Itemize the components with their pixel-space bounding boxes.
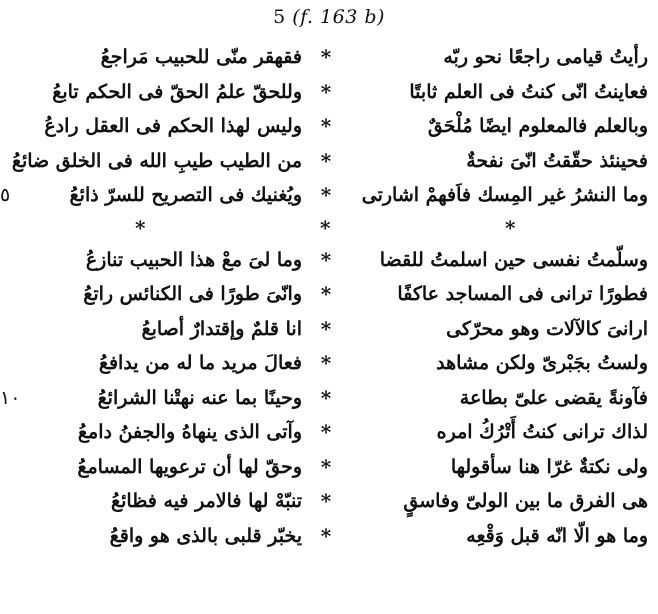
poem-number: 5 — [273, 6, 286, 28]
verse-number: ١٠ — [0, 386, 21, 409]
verse-line — [0, 312, 658, 347]
verse-block-1 — [0, 40, 658, 213]
folio-reference: (f. 163 b) — [292, 6, 385, 28]
first-hemistich: ولستُ بجَبْرىّ ولكن مشاهد — [436, 352, 648, 374]
first-hemistich: فحينئذ حقّقتُ انّىَ نفحةٌ — [466, 149, 648, 172]
first-hemistich: وسلّمتُ نفسى حين اسلمتُ للقضا — [379, 248, 648, 271]
first-hemistich: ولى نكتةٌ غرّا هنا سأقولها — [450, 455, 648, 478]
hemistich-divider-star: * — [320, 489, 332, 513]
section-separator — [0, 213, 658, 243]
hemistich-divider-star: * — [320, 148, 332, 173]
second-hemistich: وما لىَ معْ هذا الحبيب تنازعُ — [85, 248, 302, 271]
verse-line — [0, 243, 658, 278]
first-hemistich: لذاك ترانى كنتُ أَتْرُكُ امره — [436, 421, 648, 443]
separator-star: * — [320, 215, 331, 240]
hemistich-divider-star: * — [320, 282, 332, 306]
separator-star: * — [505, 215, 516, 240]
second-hemistich: فعالَ مريد ما له من يدافعُ — [98, 352, 302, 374]
page-header — [0, 6, 658, 28]
hemistich-divider-star: * — [320, 79, 332, 104]
first-hemistich: وبالعلم فالمعلوم ايضًا مُلْحَقٌ — [427, 115, 648, 137]
first-hemistich: هى الفرق ما بين الولىّ وفاسقٍ — [403, 490, 648, 512]
second-hemistich: انا قلمٌ وإقتدارٌ أصابعُ — [141, 317, 302, 340]
hemistich-divider-star: * — [320, 114, 332, 138]
hemistich-divider-star: * — [320, 420, 332, 444]
first-hemistich: وما هو الّا انّه قبل وَقْعِه — [466, 524, 648, 547]
first-hemistich: ارانىَ كالآلات وهو محرّكى — [446, 317, 648, 340]
second-hemistich: وآتى الذى ينهاهُ والجفنُ دامعُ — [77, 421, 302, 443]
verse-line — [0, 40, 658, 75]
verse-line — [0, 144, 658, 179]
hemistich-divider-star: * — [320, 523, 332, 548]
second-hemistich: وحينًا بما عنه نهتْنا الشرائعُ — [97, 386, 302, 409]
verse-line — [0, 415, 658, 450]
verse-line — [0, 178, 658, 213]
second-hemistich: فقهقر منّى للحبيب مَراجعُ — [100, 46, 302, 68]
verse-line — [0, 277, 658, 312]
hemistich-divider-star: * — [320, 183, 332, 207]
poem-body — [0, 40, 658, 553]
first-hemistich: فعاينتُ انّى كنتُ فى العلم ثابتًا — [409, 80, 648, 103]
verse-number: ٥ — [0, 184, 11, 206]
second-hemistich: وللحقّ علمُ الحقّ فى الحكم تابعُ — [52, 80, 302, 103]
hemistich-divider-star: * — [320, 454, 332, 479]
second-hemistich: تنبّهْ لها فالامر فيه فظائعُ — [111, 490, 302, 512]
verse-block-2 — [0, 243, 658, 554]
verse-line — [0, 381, 658, 416]
second-hemistich: ويُغنيك فى التصريح للسرّ ذائعُ — [69, 184, 302, 206]
verse-line — [0, 346, 658, 381]
verse-line — [0, 484, 658, 519]
verse-line — [0, 75, 658, 110]
hemistich-divider-star: * — [320, 316, 332, 341]
second-hemistich: يخبّر قلبى بالذى هو واقعُ — [109, 524, 302, 547]
verse-line — [0, 519, 658, 554]
second-hemistich: وانّىَ طورًا فى الكنائس راتعُ — [83, 283, 302, 305]
hemistich-divider-star: * — [320, 351, 332, 375]
second-hemistich: من الطيب طيبِ الله فى الخلق ضائعُ — [11, 149, 302, 172]
second-hemistich: وليس لهذا الحكم فى العقل رادعُ — [44, 115, 302, 137]
separator-star: * — [135, 215, 146, 240]
hemistich-divider-star: * — [320, 247, 332, 272]
first-hemistich: فآونةً يقضى علىّ بطاعة — [459, 386, 648, 409]
second-hemistich: وحقّ لها أن ترعويها المسامعُ — [77, 455, 302, 478]
first-hemistich: وما النشرُ غير المِسك فاَفهمْ اشارتى — [361, 184, 648, 206]
verse-line — [0, 109, 658, 144]
first-hemistich: فطورًا ترانى فى المساجد عاكفًا — [397, 283, 648, 305]
hemistich-divider-star: * — [320, 385, 332, 410]
first-hemistich: رأيتُ قيامى راجعًا نحو ربّه — [443, 46, 648, 68]
verse-line — [0, 450, 658, 485]
hemistich-divider-star: * — [320, 45, 332, 69]
